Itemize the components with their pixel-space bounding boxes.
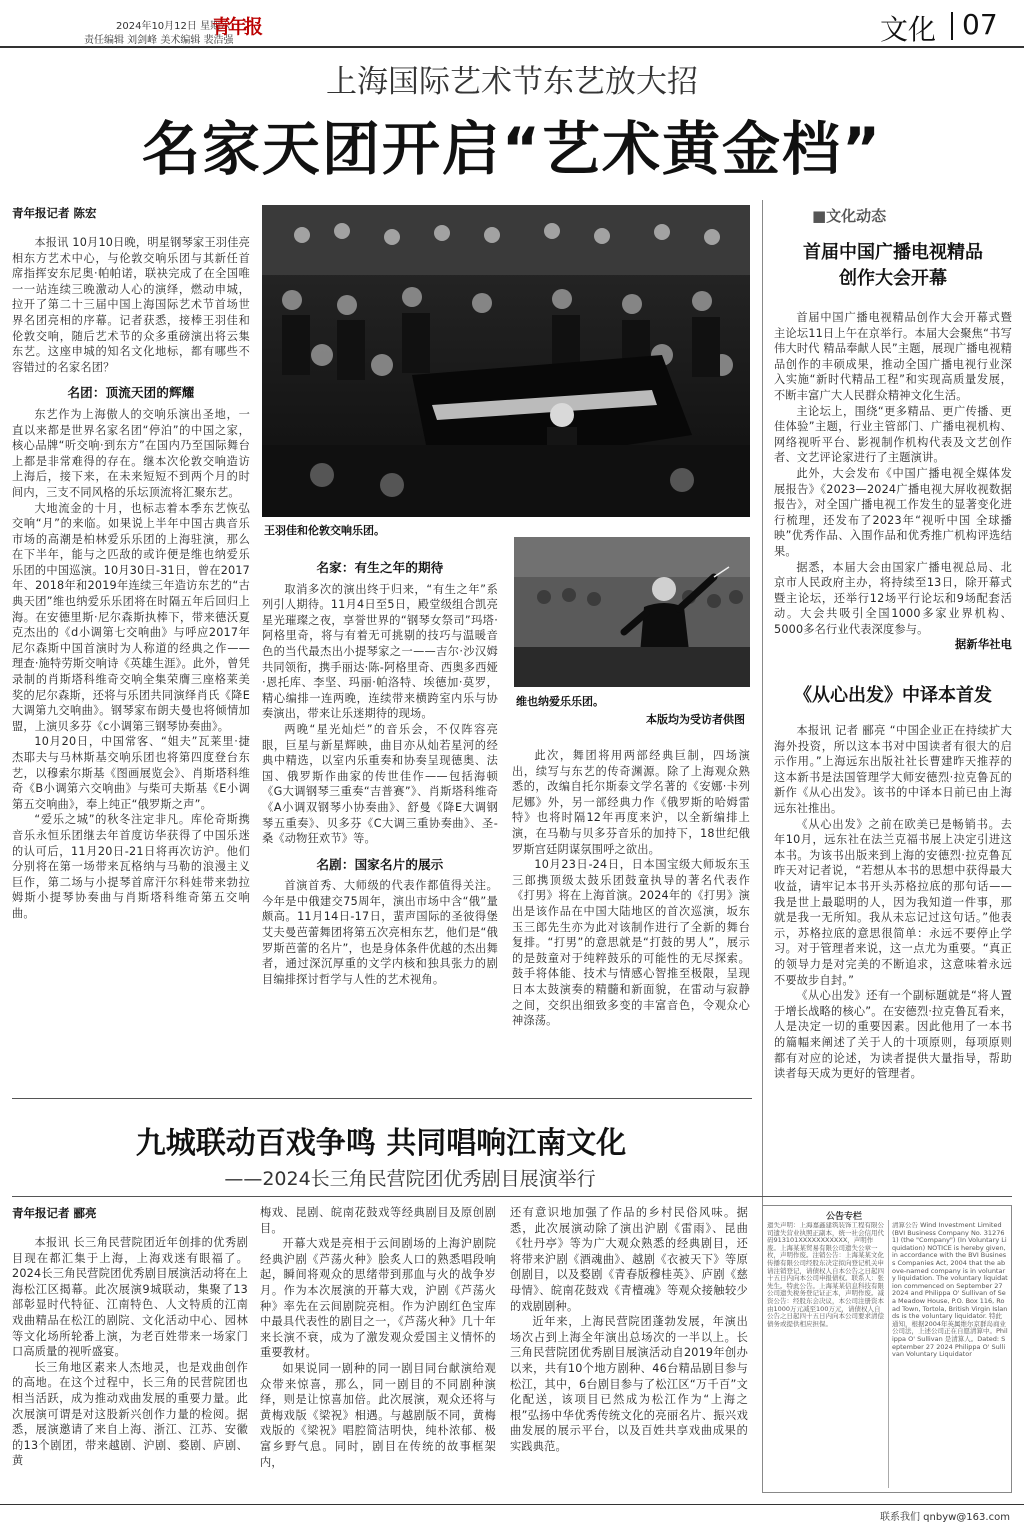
footer-rule (0, 1504, 1024, 1505)
paragraph: 如果说同一剧种的同一剧目同台献演给观众带来惊喜，那么，同一剧目的不同剧种演绎，则是让惊喜加倍。此次展演，观众还将与黄梅戏版《梁祝》相遇。与越剧版不同，黄梅戏版的《梁祝》唱腔简洁明快，纯朴浓郁、极富乡野气息。同时，剧目在传统的故事框架内， (260, 1361, 496, 1469)
notice-box (762, 1205, 1012, 1493)
orchestra-illustration (262, 205, 750, 517)
notice-title: 公告专栏 (826, 1212, 863, 1222)
section-divider (951, 12, 953, 40)
column-2 (262, 560, 498, 987)
section-name: 文化 (880, 13, 937, 46)
masthead-rule (0, 46, 1024, 48)
subheading-2: 名家：有生之年的期待 (316, 560, 444, 575)
paragraph: 10月20日，中国常客、“姐夫”瓦莱里·捷杰耶夫与马林斯基交响乐团也将第四度登台东艺，以穆索尔斯基《图画展览会》、肖斯塔科维奇《B小调第六交响曲》与柴可夫斯基《E小调第五交响曲》，奉上纯正“俄罗斯之声”。 (12, 735, 250, 811)
notice-left: 遗失声明：上海嘉鑫建筑装饰工程有限公司遗失营业执照正副本，统一社会信用代码913101XXXXXXXXXXX，声明作废。上海某某贸易有限公司遗失公章一枚，声明作废。注销公告：上海某某文化传播有限公司经股东决定拟向登记机关申请注销登记，请债权人自本公告之日起四十五日内向本公司申报债权。联系人：张先生。特此公告。上海某某信息科技有限公司遗失税务登记证正本，声明作废。减资公告：经股东会决议，本公司注册资本由1000万元减至100万元，请债权人自公告之日起四十五日内向本公司要求清偿债务或提供相应担保。 (767, 1222, 884, 1328)
bottom-headline: 九城联动百戏争鸣 共同唱响江南文化 (135, 1126, 627, 1161)
sidebar-headline-2: 《从心出发》中译本首发 (794, 685, 992, 707)
subheading-1: 名团：顶流天团的辉耀 (67, 385, 195, 401)
sidebar-headline-1: 首届中国广播电视精品创作大会开幕 (803, 242, 983, 289)
column-1 (12, 205, 250, 922)
paragraph: 本报讯 长三角民营院团近年创排的优秀剧目现在都汇集于上海，上海戏迷有眼福了。2024长三角民营院团优秀剧目展演活动将在上海松江区揭幕。此次展演9城联动，集聚了13部彰显时代特征、江南特色、人文特质的江南戏曲精品在松江的剧院、文化活动中心、园林等文化场所轮番上演，为老百姓带来一场家门口高质量的视听盛宴。 (12, 1236, 248, 1359)
paragraph: 《从心出发》之前在欧美已是畅销书。去年10月，远东社在法兰克福书展上决定引进这本书。为该书出版来到上海的安德烈·拉克鲁瓦昨天对记者说，“若想从本书的思想中获得最大收益，请牢记本书开头苏格拉底的那句话——我是世上最聪明的人，因为我知道一件事，那就是我一无所知。我从未忘记过这句话。”他表示，苏格拉底的意思很简单：永远不要停止学习。对于管理者来说，这一点尤为重要。“真正的领导力是对完美的不断追求，这意味着永远不要故步自封。” (774, 817, 1012, 987)
column-3 (512, 748, 750, 1029)
sidebar-article-1 (774, 310, 1012, 653)
bottom-column-2 (260, 1205, 496, 1470)
newspaper-logo: 青年报 (212, 16, 261, 38)
paragraph: 大地流金的十月，也标志着本季东艺恢弘交响“月”的来临。如果说上半年中国古典音乐市场的高潮是柏林爱乐乐团的上海驻演，那么在下半年，能与之匹敌的或许便是维也纳爱乐乐团的中国巡演。10月30日-31日，曾在2017年、2018年和2019年连续三年造访东艺的“古典天团”维也纳爱乐乐团将在时隔五年后回归上海。在安德里斯·尼尔森斯执棒下，带来德沃夏克杰出的《d小调第七交响曲》与呼应2017年尼尔森斯中国首演时为人称道的经典之作——理查·施特劳斯交响诗《英雄生涯》。此外，曾凭录制的肖斯塔科维奇交响全集荣膺三座格莱美奖的尼尔森斯，还将与乐团共同演绎肖氏《降E大调第九交响曲》。钢琴家布朗夫曼也将倾情加盟，上演贝多芬《c小调第三钢琴协奏曲》。 (12, 501, 250, 733)
editors-line: 责任编辑 刘剑峰 美术编辑 裴浩强 (84, 35, 234, 46)
bottom-body-col1 (12, 1235, 248, 1469)
masthead (0, 0, 1024, 46)
bottom-column-1 (12, 1205, 248, 1469)
issue-date: 2024年10月12日 星期六 (116, 21, 231, 32)
photo2-caption: 维也纳爱乐乐团。 (516, 695, 604, 708)
notice-divider (888, 1220, 889, 1488)
byline: 青年报记者 陈宏 (12, 206, 97, 220)
article-body-col1 (12, 235, 250, 922)
section-rule (12, 1098, 752, 1099)
paragraph: 首演首秀、大师级的代表作都值得关注。今年是中俄建交75周年，演出市场中含“俄”量颇高。11月14日-17日，蜚声国际的圣彼得堡艾夫曼芭蕾舞团将第五次亮相东艺，他们是“俄罗斯芭蕾的名片”，也是身体条件优越的杰出舞者，通过深沉厚重的文学内核和独具张力的剧目编排探讨哲学与人性的艺术视角。 (262, 879, 498, 986)
article-body-col2 (262, 560, 498, 987)
bottom-rule (12, 1196, 1012, 1197)
paragraph: 还有意识地加强了作品的乡村民俗风味。据悉，此次展演动除了演出沪剧《雷雨》、昆曲《牡丹亭》等为广大观众熟悉的经典剧目，还将带来沪剧《酒魂曲》、越剧《衣被天下》等原创剧目，以及婺剧《青春版穆桂英》、庐剧《慈母情》、皖南花鼓戏《青檀魂》等观众接触较少的戏剧剧种。 (510, 1206, 748, 1313)
paragraph: 本报讯 记者 郦亮 “中国企业正在持续扩大海外投资，所以这本书对中国读者有很大的启示作用。”上海远东出版社社长曹建昨天推荐的这本新书是法国管理学大师安德烈·拉克鲁瓦的新作《从心出发》。该书的中译本日前已由上海远东社推出。 (774, 724, 1012, 816)
news-source: 据新华社电 (955, 638, 1012, 652)
paragraph: 10月23日-24日，日本国宝级大师坂东玉三郎携顶级太鼓乐团鼓童执导的著名代表作《打男》将在上海首演。2024年的《打男》演出是该作品在中国大陆地区的首次巡演，坂东玉三郎先生亦为此对该制作进行了全新的舞台复排。“打男”的意思就是“打鼓的男人”，展示的是鼓童对于纯粹鼓乐的可能性的无尽探索。鼓手将体能、技术与情感心智推至极限，呈现日本太鼓演奏的精髓和新面貌，在雷动与寂静之间，交织出细致多变的丰富音色，令观众心神涤荡。 (512, 858, 750, 1028)
bottom-body-col3 (510, 1205, 748, 1455)
paragraph: 首届中国广播电视精品创作大会开幕式暨主论坛11日上午在京举行。本届大会聚焦“书写伟大时代 精品奉献人民”主题，展现广播电视精品创作的丰硕成果，推动全国广播电视行业深入实施“新时代精品工程”和实现高质量发展，不断丰富广大人民群众精神文化生活。 (774, 311, 1012, 402)
photo-conductor (514, 537, 750, 687)
bottom-body-col2 (260, 1205, 496, 1470)
sidebar-article-2 (774, 723, 1012, 1082)
subheading-3: 名剧：国家名片的展示 (316, 856, 444, 872)
paragraph: 梅戏、昆剧、皖南花鼓戏等经典剧目及原创剧目。 (260, 1206, 496, 1235)
bottom-subhead: ——2024长三角民营院团优秀剧目展演举行 (224, 1168, 596, 1190)
lead-paragraph: 本报讯 10月10日晚，明星钢琴家王羽佳亮相东方艺术中心，与伦敦交响乐团与其新任首席指挥安东尼奥·帕帕诺，联袂完成了在全国唯一一站连续三晚激动人心的演绎，燃动申城，拉开了第二十三届中国上海国际艺术节首场世界名团亮相的序幕。记者获悉，接棒王羽佳和伦敦交响，随后艺术节的众多重磅演出将云集东艺。这座申城的知名文化地标，都有哪些不容错过的名家名团？ (12, 236, 250, 374)
paragraph: 主论坛上，围绕“更多精品、更广传播、更佳体验”主题，行业主管部门、广播电视机构、网络视听平台、影视制作机构代表及文艺创作者、文艺评论家进行了主题演讲。 (774, 404, 1012, 465)
photo-credit: 本版均为受访者供图 (646, 713, 745, 726)
page-number: 07 (962, 8, 998, 41)
sidebar (774, 205, 1012, 1082)
paragraph: 此次，舞团将用两部经典巨制，四场演出，续写与东艺的传奇渊源。除了上海观众熟悉的，改编自托尔斯泰文学名著的《安娜·卡列尼娜》外，另一部经典力作《俄罗斯的哈姆雷特》也将时隔12年再度来沪，以全新编排上演，在马勒与贝多芬音乐的加持下，18世纪俄罗斯宫廷阴谋氛围呼之欲出。 (512, 749, 750, 856)
kicker: 上海国际艺术节东艺放大招 (326, 64, 698, 100)
paragraph: “爱乐之城”的秋冬注定非凡。库伦奇斯携音乐永恒乐团继去年首度访华获得了中国乐迷的认可后，11月20日-21日将再次访沪。他们分别将在第一场带来瓦格纳与马勒的浪漫主义巨作，第二场与小提琴首席汗尔科娃带来勃拉姆斯小提琴协奏曲与肖斯塔科维奇第五交响曲。 (12, 813, 250, 920)
conductor-illustration (514, 537, 750, 687)
footer-contact: 联系我们 qnbyw@163.com (880, 1512, 1010, 1523)
paragraph: 近年来，上海民营院团蓬勃发展，年演出场次占到上海全年演出总场次的一半以上。长三角民营院团优秀剧目展演活动自2019年创办以来，共有10个地方剧种、46台精品剧目参与松江，其中，6台剧目参与了松江区“万千百”文化配送，该项目已然成为松江作为“上海之根”弘扬中华优秀传统文化的亮丽名片、振兴戏曲发展的展示平台，以及百姓共享戏曲成果的实践典范。 (510, 1315, 748, 1453)
sidebar-label: ■文化动态 (812, 207, 887, 225)
paragraph: 此外，大会发布《中国广播电视全媒体发展报告》《2023—2024广播电视大屏收视数据报告》，对全国广播电视工作发生的显著变化进行梳理，还发布了2023年“视听中国 全球播映”优秀作品、入围作品和优秀推广机构评选结果。 (774, 466, 1012, 558)
headline: 名家天团开启“艺术黄金档” (141, 115, 883, 183)
article-body-col3 (512, 748, 750, 1029)
paragraph: 取消多次的演出终于归来，“有生之年”系列引人期待。11月4日至5日，殿堂级组合凯亮星光璀璨之夜，享誉世界的“钢琴女祭司”玛塔·阿格里奇，将与有着无可挑剔的技巧与温暖音色的当代最杰出小提琴家之一——吉尔·沙汉姆共同领衔，携手丽达·陈-阿格里奇、西奥多西娅·恩托库、李坚、玛丽·帕洛特、埃德加·莫罗，精心编排一连两晚，连续带来横跨室内乐与协奏演出，带来让乐迷期待的现场。 (262, 582, 498, 721)
paragraph: 两晚“星光灿烂”的音乐会，不仅阵容亮眼，巨星与新星辉映，曲目亦从灿若星河的经典中精选，以室内乐重奏和协奏呈现德奥、法国、俄罗斯作曲家的传世佳作——包括海顿《G大调钢琴三重奏“吉普赛”》、肖斯塔科维奇《A小调双钢琴小协奏曲》、舒曼《降E大调钢琴五重奏》、贝多芬《C大调三重协奏曲》、圣-桑《动物狂欢节》等。 (262, 722, 498, 846)
paragraph: 开幕大戏是亮相于云间剧场的上海沪剧院经典沪剧《芦荡火种》脍炙人口的熟悉唱段响起，瞬间将观众的思绪带到那血与火的战争岁月。作为本次展演的开幕大戏，沪剧《芦荡火种》率先在云间剧院亮相。作为沪剧红色宝库中最具代表性的剧目之一，《芦荡火种》几十年来长演不衰，成为了激发观众爱国主义情怀的重要教材。 (260, 1237, 496, 1360)
paragraph: 《从心出发》还有一个副标题就是“将人置于增长战略的核心”。在安德烈·拉克鲁瓦看来，人是决定一切的重要因素。因此他用了一本书的篇幅来阐述了关于人的十项原则，每项原则都有对应的论述，为读者提供大量指导，帮助读者每天成为更好的管理者。 (774, 989, 1012, 1081)
photo-orchestra (262, 205, 750, 517)
paragraph: 东艺作为上海傲人的交响乐演出圣地，一直以来都是世界名家名团“停泊”的中国之家，核心品牌“听交响·到东方”在国内乃至国际舞台上都是非常难得的存在。继本次伦敦交响造访上海后，接下来，在未来短短不到两个月的时间内，三支不同风格的乐坛顶流将汇聚东艺。 (12, 407, 250, 499)
paragraph: 据悉，本届大会由国家广播电视总局、北京市人民政府主办，将持续至13日，除开幕式暨主论坛，还举行12场平行论坛和9场配套活动。大会共吸引全国1000多家业界机构、5000多名行业代表深度参与。 (774, 560, 1012, 636)
photo1-caption: 王羽佳和伦敦交响乐团。 (264, 524, 385, 537)
paragraph: 长三角地区素来人杰地灵，也是戏曲创作的高地。在这个过程中，长三角的民营院团也相当活跃，成为推动戏曲发展的重要力量。此次展演可谓是对这股新兴创作力量的检阅。据悉，展演邀请了来自上海、浙江、江苏、安徽的13个剧团，带来越剧、沪剧、婺剧、庐剧、黄 (12, 1360, 248, 1468)
bottom-byline: 青年报记者 郦亮 (12, 1206, 97, 1220)
bottom-column-3 (510, 1205, 748, 1455)
notice-right: 清算公告 Wind Investment Limited (BVI Business Company No. 312761) (the "Company") (In Voluntary Liquidation) NOTICE is hereby given, in accordance with the BVI Business Companies Act, 2004 that the above-named company is in voluntary liquidation. The voluntary liquidation commenced on September 27 2024 and Philippa O' Sullivan of Sea Meadow House, P.O. Box 116, Road Town, Tortola, British Virgin Islands is the voluntary liquidator. 特此通知，根据2004年英属维尔京群岛商业公司法，上述公司正在自愿清算中。Philippa O' Sullivan 是清算人。Dated: September 27 2024 Philippa O' Sullivan Voluntary Liquidator (892, 1222, 1008, 1359)
